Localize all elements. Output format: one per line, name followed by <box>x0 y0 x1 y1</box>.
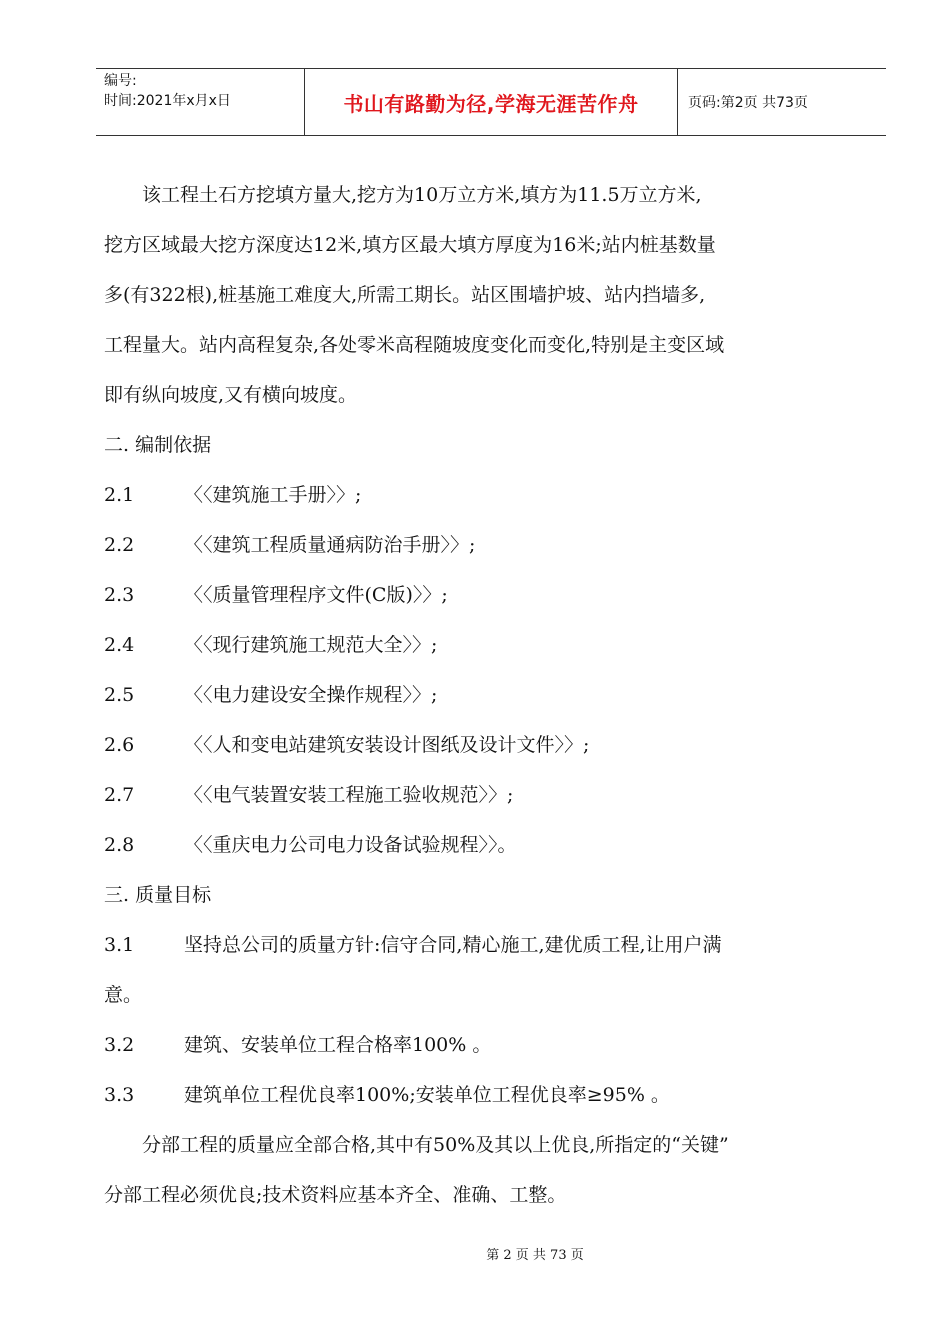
item-number: 2.5 <box>104 684 135 706</box>
item-number: 2.4 <box>104 634 135 656</box>
item-number: 2.7 <box>104 784 135 806</box>
basis-item <box>104 620 894 670</box>
item-text: 建筑单位工程优良率100%;安装单位工程优良率≥95% 。 <box>184 1084 670 1106</box>
item-text: 〈〈电气装置安装工程施工验收规范〉〉; <box>184 784 514 806</box>
item-number: 2.1 <box>104 484 135 506</box>
doc-id-label: 编号: <box>104 73 137 89</box>
item-number: 2.2 <box>104 534 135 556</box>
closing-line: 分部工程的质量应全部合格,其中有50%及其以上优良,所指定的“关键” <box>142 1134 729 1156</box>
intro-line: 挖方区域最大挖方深度达12米,填方区最大填方厚度为16米;站内桩基数量 <box>104 234 716 256</box>
item-number: 2.6 <box>104 734 135 756</box>
item-text: 〈〈人和变电站建筑安装设计图纸及设计文件〉〉; <box>184 734 590 756</box>
section-heading: 三. 质量目标 <box>104 884 212 906</box>
item-text: 建筑、安装单位工程合格率100% 。 <box>184 1034 492 1056</box>
page-header <box>96 68 886 136</box>
item-number: 3.3 <box>104 1084 135 1106</box>
intro-line: 即有纵向坡度,又有横向坡度。 <box>104 384 358 406</box>
goal-item <box>104 920 894 970</box>
doc-time: 时间:2021年x月x日 <box>104 93 231 109</box>
goal-item <box>104 1020 894 1070</box>
item-text: 〈〈质量管理程序文件(C版)〉〉; <box>184 584 448 606</box>
goal-item <box>104 1070 894 1120</box>
intro-line: 该工程土石方挖填方量大,挖方为10万立方米,填方为11.5万立方米, <box>142 184 702 206</box>
basis-item <box>104 470 894 520</box>
item-text: 〈〈电力建设安全操作规程〉〉; <box>184 684 438 706</box>
item-text: 〈〈建筑工程质量通病防治手册〉〉; <box>184 534 476 556</box>
header-motto: 书山有路勤为径,学海无涯苦作舟 <box>304 69 678 135</box>
item-number: 2.8 <box>104 834 135 856</box>
basis-item <box>104 570 894 620</box>
section-heading: 二. 编制依据 <box>104 434 212 456</box>
item-text: 〈〈建筑施工手册〉〉; <box>184 484 362 506</box>
basis-item <box>104 520 894 570</box>
closing-line: 分部工程必须优良;技术资料应基本齐全、准确、工整。 <box>104 1184 567 1206</box>
item-text: 〈〈重庆电力公司电力设备试验规程〉〉。 <box>184 834 517 856</box>
item-number: 3.2 <box>104 1034 135 1056</box>
intro-line: 多(有322根),桩基施工难度大,所需工期长。站区围墙护坡、站内挡墙多, <box>104 284 706 306</box>
item-text: 〈〈现行建筑施工规范大全〉〉; <box>184 634 438 656</box>
page-footer: 第 2 页 共 73 页 <box>486 1248 584 1263</box>
item-number: 2.3 <box>104 584 135 606</box>
header-meta <box>96 69 304 135</box>
item-number: 3.1 <box>104 934 135 956</box>
goal-item-continuation: 意。 <box>104 984 143 1006</box>
basis-item <box>104 720 894 770</box>
basis-item <box>104 670 894 720</box>
document-body <box>104 170 894 1220</box>
basis-item <box>104 820 894 870</box>
header-page-info: 页码:第2页 共73页 <box>688 95 808 111</box>
intro-line: 工程量大。站内高程复杂,各处零米高程随坡度变化而变化,特别是主变区域 <box>104 334 725 356</box>
item-text: 坚持总公司的质量方针:信守合同,精心施工,建优质工程,让用户满 <box>184 934 722 956</box>
basis-item <box>104 770 894 820</box>
